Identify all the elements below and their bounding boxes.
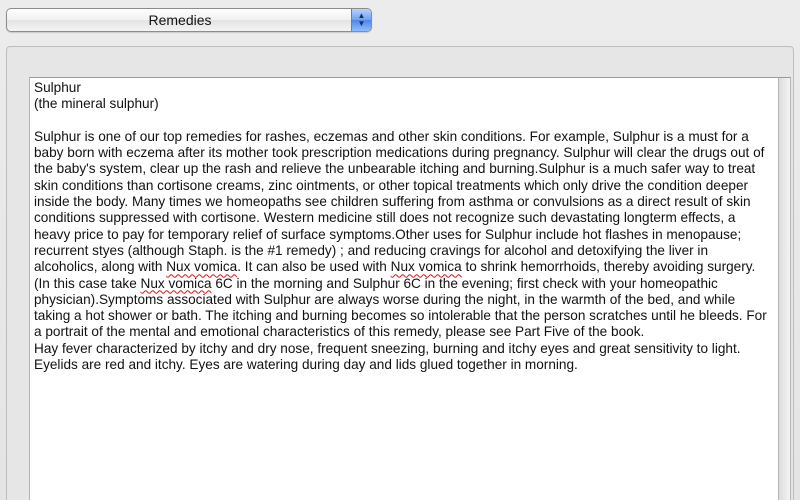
remedy-description [34,129,772,341]
popup-arrows-icon[interactable] [351,9,371,31]
description-text: Sulphur is one of our top remedies for rashes, eczemas and other skin conditions. For example, Sulphur is a must for a baby born with eczema after its mother took prescription medications during pregnancy. Sulphur will clear the drugs out of the baby's system, clear up the rash and relieve the unbearable itching and burning.Sulphur is a much safer way to treat skin conditions than cortisone creams, zinc ointments, or other topical treatments which only drive the condition deeper inside the body. Many times we homeopaths see children suffering from asthma or convulsions as a direct result of skin conditions suppressed with cortisone. Western medicine still does not recognize such devastating longterm effects, a heavy price to pay for temporary relief of surface symptoms.Other uses for Sulphur include hot flashes in menopause; recurrent styes (although Staph. is the #1 remedy) ; and reducing cravings for alcohol and detoxifying the liver in alcoholics, along with [34,128,765,275]
misspelled-word[interactable]: Nux vomica [140,275,212,291]
toolbar [0,0,800,40]
remedy-text-view[interactable] [29,77,779,500]
category-popup-button[interactable] [6,8,372,32]
remedy-hay-fever-paragraph: Hay fever characterized by itchy and dry nose, frequent sneezing, burning and itchy eyes and great sensitivity to light. Eyelids are red and itchy. Eyes are watering during day and lids glued together in morning. [34,340,741,373]
description-text: . It can also be used with [237,259,391,275]
description-text: 6C in the morning and Sulphur 6C in the evening; first check with your homeopathic physician).Symptoms associated with Sulphur are always worse during the night, in the warmth of the bed, and while taking a hot shower or bath. The itching and burning becomes so intolerable that the person scratches until he bleeds. For a portrait of the mental and emotional characteristics of this remedy, please see Part Five of the book. [34,275,767,340]
chevron-down-icon: ▼ [357,19,366,28]
content-group-box [6,46,794,500]
remedy-title: Sulphur [34,80,81,95]
blank-line [34,113,772,129]
misspelled-word[interactable]: Nux vomica [390,259,462,275]
remedy-subtitle: (the mineral sulphur) [34,96,159,112]
misspelled-word[interactable]: Nux vomica [166,259,238,275]
chevron-up-icon: ▲ [357,11,366,20]
category-popup-label: Remedies [148,12,212,28]
vertical-scrollbar[interactable] [779,77,791,500]
description-text: to shrink hemorrhoids, thereby avoiding surgery. (In this case take [34,259,756,291]
